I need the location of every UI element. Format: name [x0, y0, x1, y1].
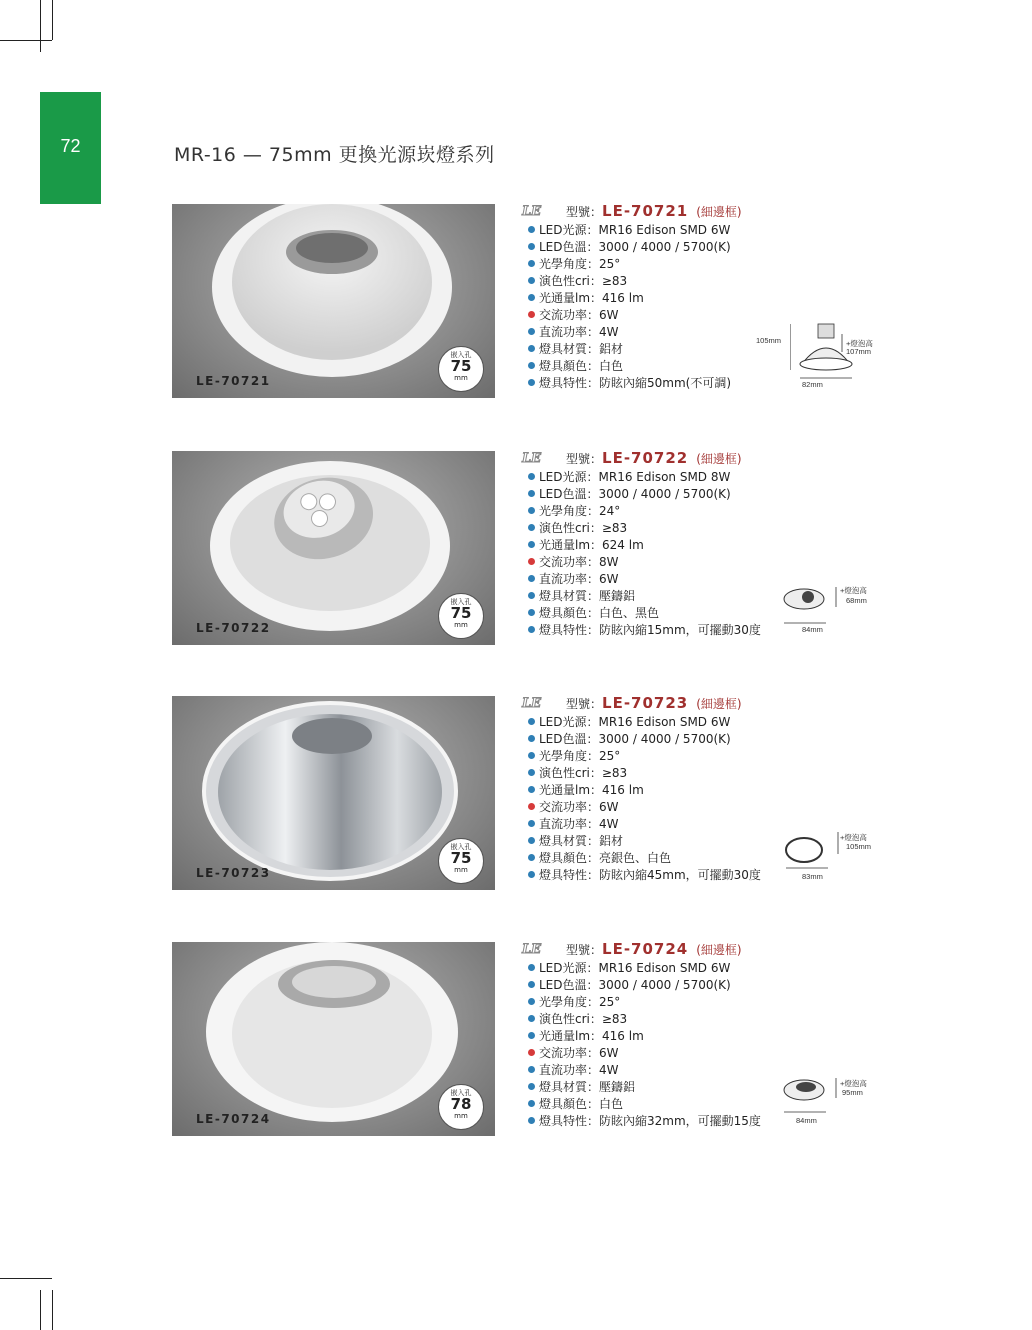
hole-badge-unit: mm	[454, 866, 468, 874]
bullet-icon	[528, 626, 535, 633]
page-title: MR-16 — 75mm 更換光源崁燈系列	[174, 144, 495, 166]
bullet-icon	[528, 260, 535, 267]
dim-width: 82mm	[802, 380, 823, 389]
hole-size-badge	[438, 593, 484, 639]
dim-width: 84mm	[796, 1116, 817, 1125]
le-logo-icon: LE	[522, 696, 542, 711]
bullet-icon	[528, 575, 535, 582]
bullet-icon	[528, 854, 535, 861]
spec-text: 演色性cri：≥83	[539, 766, 628, 780]
product-card	[0, 451, 1032, 647]
dim-depth-label: +燈泡高	[840, 586, 867, 595]
spec-item	[528, 1045, 761, 1062]
spec-list	[528, 469, 761, 639]
photo-model-label: LE-70723	[196, 866, 271, 880]
spec-item	[528, 256, 731, 273]
bullet-icon	[528, 311, 535, 318]
bullet-icon	[528, 541, 535, 548]
hole-size-value: 75	[450, 604, 472, 622]
spec-text: LED色溫：3000 / 4000 / 5700(K)	[539, 732, 731, 746]
spec-text: 交流功率：8W	[539, 555, 619, 569]
spec-item	[528, 994, 761, 1011]
spec-text: LED光源：MR16 Edison SMD 6W	[539, 715, 731, 729]
crop-mark	[52, 1290, 53, 1330]
bullet-icon	[528, 1083, 535, 1090]
spec-item	[528, 1079, 761, 1096]
bullet-icon	[528, 345, 535, 352]
spec-text: 交流功率：6W	[539, 1046, 619, 1060]
bullet-icon	[528, 277, 535, 284]
le-logo-icon: LE	[522, 451, 542, 466]
bullet-icon	[528, 1066, 535, 1073]
spec-list	[528, 714, 761, 884]
spec-text: 燈具特性：防眩內縮15mm，可擺動30度	[539, 623, 761, 637]
spec-item	[528, 1011, 761, 1028]
crop-mark	[40, 1290, 41, 1330]
spec-text: LED光源：MR16 Edison SMD 6W	[539, 961, 731, 975]
bullet-icon	[528, 718, 535, 725]
spec-text: 直流功率：4W	[539, 817, 619, 831]
crop-mark	[0, 40, 52, 41]
page-number: 72	[60, 136, 81, 156]
model-row	[566, 940, 742, 958]
hole-badge-unit: mm	[454, 1112, 468, 1120]
spec-text: LED色溫：3000 / 4000 / 5700(K)	[539, 978, 731, 992]
spec-text: 交流功率：6W	[539, 800, 619, 814]
spec-text: 光學角度：24°	[539, 504, 621, 518]
spec-item	[528, 537, 761, 554]
spec-item	[528, 520, 761, 537]
model-note: (細邊框)	[696, 697, 742, 711]
spec-item	[528, 290, 731, 307]
spec-item	[528, 1062, 761, 1079]
hole-badge-caption: 嵌入孔	[450, 598, 472, 606]
spec-text: 燈具材質：鋁材	[539, 834, 624, 848]
model-code: LE-70724	[602, 940, 689, 958]
model-prefix: 型號：	[566, 943, 603, 957]
spec-item	[528, 341, 731, 358]
spec-text: 燈具特性：防眩內縮50mm(不可調)	[539, 376, 732, 390]
dim-depth-label: +燈泡高	[840, 833, 867, 842]
page-number-tab	[40, 92, 101, 204]
spec-text: 燈具材質：鋁材	[539, 342, 624, 356]
spec-text: 交流功率：6W	[539, 308, 619, 322]
bullet-icon	[528, 558, 535, 565]
le-logo-icon: LE	[522, 942, 542, 957]
product-photo	[172, 942, 495, 1136]
spec-text: 燈具顏色：白色	[539, 1097, 624, 1111]
bullet-icon	[528, 226, 535, 233]
spec-text: 光學角度：25°	[539, 749, 621, 763]
spec-text: LED光源：MR16 Edison SMD 8W	[539, 470, 731, 484]
hole-badge-caption: 嵌入孔	[450, 1089, 472, 1097]
spec-item	[528, 554, 761, 571]
spec-text: 光通量lm：624 lm	[539, 538, 644, 552]
model-code: LE-70722	[602, 449, 689, 467]
bullet-icon	[528, 981, 535, 988]
spec-item	[528, 486, 761, 503]
spec-item	[528, 731, 761, 748]
product-photo	[172, 451, 495, 645]
spec-text: 光學角度：25°	[539, 257, 621, 271]
spec-text: 燈具特性：防眩內縮32mm，可擺動15度	[539, 1114, 761, 1128]
spec-item	[528, 588, 761, 605]
bullet-icon	[528, 1117, 535, 1124]
spec-item	[528, 273, 731, 290]
model-row	[566, 202, 742, 220]
spec-item	[528, 977, 761, 994]
bullet-icon	[528, 820, 535, 827]
bullet-icon	[528, 592, 535, 599]
spec-item	[528, 571, 761, 588]
model-row	[566, 694, 742, 712]
hole-badge-caption: 嵌入孔	[450, 351, 472, 359]
dim-depth-label: +燈泡高	[846, 339, 873, 348]
spec-text: 光通量lm：416 lm	[539, 783, 644, 797]
spec-item	[528, 469, 761, 486]
spec-item	[528, 605, 761, 622]
bullet-icon	[528, 524, 535, 531]
spec-item	[528, 358, 731, 375]
spec-text: 演色性cri：≥83	[539, 521, 628, 535]
reflector	[232, 204, 432, 360]
product-card	[0, 204, 1032, 400]
product-photo	[172, 696, 495, 890]
model-code: LE-70721	[602, 202, 689, 220]
spec-item	[528, 816, 761, 833]
hole-badge-caption: 嵌入孔	[450, 843, 472, 851]
photo-model-label: LE-70721	[196, 374, 271, 388]
spec-item	[528, 622, 761, 639]
crop-mark	[0, 1278, 52, 1279]
model-prefix: 型號：	[566, 697, 603, 711]
spec-item	[528, 833, 761, 850]
dim-depth: 105mm	[846, 842, 872, 851]
spec-item	[528, 765, 761, 782]
spec-item	[528, 503, 761, 520]
bullet-icon	[528, 837, 535, 844]
spec-item	[528, 850, 761, 867]
hole-size-badge	[438, 1084, 484, 1130]
spec-text: 燈具顏色：白色	[539, 359, 624, 373]
hole-size-value: 78	[450, 1095, 472, 1113]
hole-size-value: 75	[450, 357, 472, 375]
bullet-icon	[528, 735, 535, 742]
dim-height: 105mm	[756, 336, 782, 345]
bullet-icon	[528, 871, 535, 878]
spec-text: 演色性cri：≥83	[539, 1012, 628, 1026]
bullet-icon	[528, 998, 535, 1005]
model-row	[566, 449, 742, 467]
spec-item	[528, 1096, 761, 1113]
bullet-icon	[528, 1015, 535, 1022]
spec-item	[528, 1028, 761, 1045]
bullet-icon	[528, 379, 535, 386]
photo-model-label: LE-70724	[196, 1112, 271, 1126]
bullet-icon	[528, 1049, 535, 1056]
dim-depth: 68mm	[846, 596, 867, 605]
spec-item	[528, 1113, 761, 1130]
model-note: (細邊框)	[696, 943, 742, 957]
bullet-icon	[528, 490, 535, 497]
spec-item	[528, 222, 731, 239]
spec-text: LED光源：MR16 Edison SMD 6W	[539, 223, 731, 237]
spec-list	[528, 222, 731, 392]
dim-depth: 107mm	[846, 347, 872, 356]
dim-width: 83mm	[802, 872, 823, 881]
hole-size-value: 75	[450, 849, 472, 867]
spec-list	[528, 960, 761, 1130]
spec-text: 燈具特性：防眩內縮45mm，可擺動30度	[539, 868, 761, 882]
bullet-icon	[528, 243, 535, 250]
spec-text: LED色溫：3000 / 4000 / 5700(K)	[539, 487, 731, 501]
hole-badge-unit: mm	[454, 374, 468, 382]
spec-item	[528, 782, 761, 799]
bullet-icon	[528, 609, 535, 616]
spec-text: 燈具材質：壓鑄鋁	[539, 1080, 636, 1094]
product-card	[0, 696, 1032, 892]
spec-text: 燈具顏色：白色、黑色	[539, 606, 660, 620]
spec-text: 直流功率：4W	[539, 325, 619, 339]
spec-item	[528, 960, 761, 977]
spec-text: LED色溫：3000 / 4000 / 5700(K)	[539, 240, 731, 254]
model-note: (細邊框)	[696, 205, 742, 219]
spec-item	[528, 239, 731, 256]
le-logo-icon: LE	[522, 204, 542, 219]
product-card	[0, 942, 1032, 1138]
bullet-icon	[528, 1100, 535, 1107]
model-code: LE-70723	[602, 694, 689, 712]
bullet-icon	[528, 803, 535, 810]
dim-width: 84mm	[802, 625, 823, 634]
spec-text: 燈具顏色：亮銀色、白色	[539, 851, 672, 865]
hole-size-badge	[438, 838, 484, 884]
spec-text: 光通量lm：416 lm	[539, 291, 644, 305]
dim-depth-label: +燈泡高	[840, 1079, 867, 1088]
bullet-icon	[528, 473, 535, 480]
spec-text: 直流功率：6W	[539, 572, 619, 586]
dim-depth: 95mm	[842, 1088, 863, 1097]
spec-item	[528, 867, 761, 884]
crop-mark	[52, 0, 53, 40]
bullet-icon	[528, 1032, 535, 1039]
bullet-icon	[528, 328, 535, 335]
model-prefix: 型號：	[566, 205, 603, 219]
bullet-icon	[528, 769, 535, 776]
bullet-icon	[528, 964, 535, 971]
model-note: (細邊框)	[696, 452, 742, 466]
lamp	[292, 718, 372, 754]
spec-text: 直流功率：4W	[539, 1063, 619, 1077]
bullet-icon	[528, 362, 535, 369]
spec-text: 光通量lm：416 lm	[539, 1029, 644, 1043]
bullet-icon	[528, 786, 535, 793]
spec-item	[528, 799, 761, 816]
photo-model-label: LE-70722	[196, 621, 271, 635]
spec-text: 光學角度：25°	[539, 995, 621, 1009]
spec-item	[528, 307, 731, 324]
spec-item	[528, 714, 761, 731]
hole-badge-unit: mm	[454, 621, 468, 629]
spec-item	[528, 324, 731, 341]
bullet-icon	[528, 507, 535, 514]
spec-item	[528, 748, 761, 765]
product-photo	[172, 204, 495, 398]
hole-size-badge	[438, 346, 484, 392]
bullet-icon	[528, 294, 535, 301]
spec-item	[528, 375, 731, 392]
bullet-icon	[528, 752, 535, 759]
crop-mark	[40, 0, 41, 52]
spec-text: 燈具材質：壓鑄鋁	[539, 589, 636, 603]
model-prefix: 型號：	[566, 452, 603, 466]
spec-text: 演色性cri：≥83	[539, 274, 628, 288]
